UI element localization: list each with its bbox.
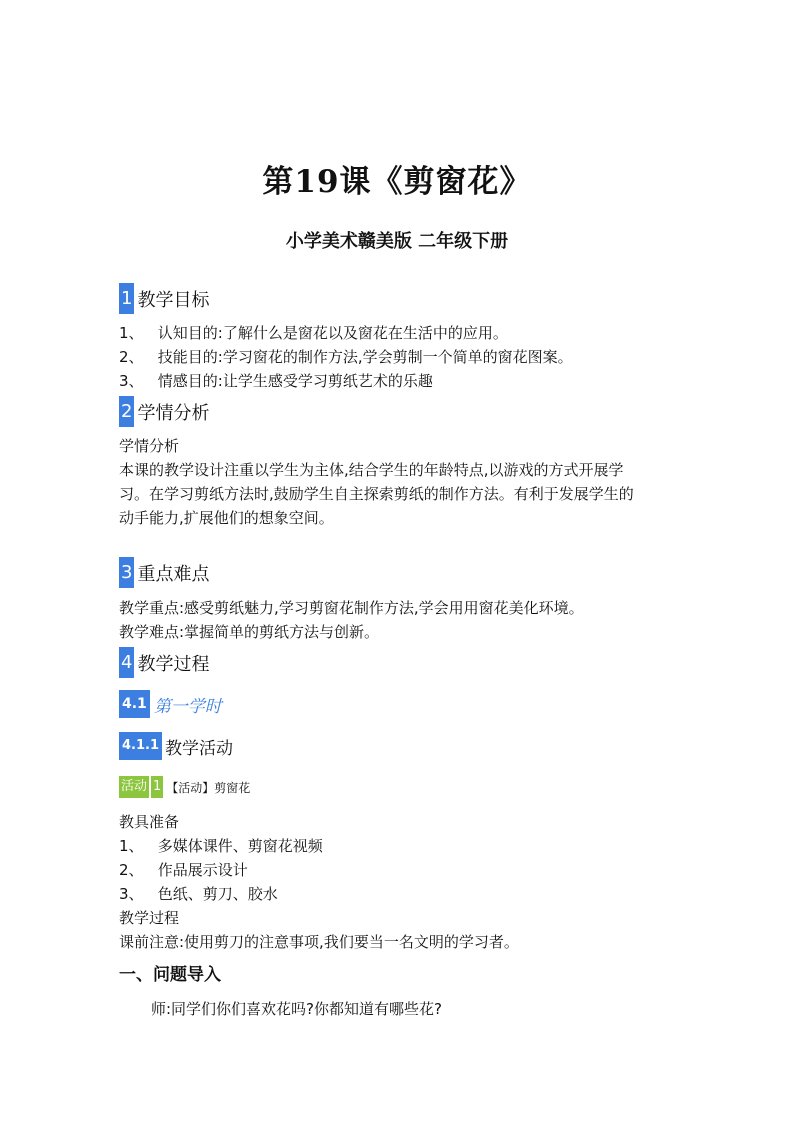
activity-title: 【活动】剪窗花 [166, 780, 251, 795]
list-text: 情感目的:让学生感受学习剪纸艺术的乐趣 [157, 372, 433, 390]
list-number: 2、 [119, 861, 144, 879]
section-title: 重点难点 [137, 563, 210, 585]
section-heading-analysis [119, 396, 209, 427]
section-title: 教学过程 [137, 653, 210, 675]
list-number: 3、 [119, 372, 144, 390]
list-number: 1、 [119, 324, 144, 342]
list-text: 色纸、剪刀、胶水 [157, 885, 278, 903]
section-heading-process [119, 647, 209, 678]
pre-class-note: 课前注意:使用剪刀的注意事项,我们要当一名文明的学习者。 [119, 933, 519, 951]
activity-number-badge: 1 [151, 776, 163, 798]
section-title: 学情分析 [137, 402, 210, 424]
section-heading-key-points [119, 557, 209, 588]
subsection-number-badge: 4.1 [119, 690, 150, 718]
list-item [119, 346, 573, 367]
list-number: 2、 [119, 348, 144, 366]
subsection-heading-period [119, 690, 222, 718]
paragraph-line: 本课的教学设计注重以学生为主体,结合学生的年龄特点,以游戏的方式开展学 [119, 461, 624, 479]
list-text: 技能目的:学习窗花的制作方法,学会剪制一个简单的窗花图案。 [157, 348, 573, 366]
section-title: 教学目标 [137, 289, 210, 311]
subsection-title: 第一学时 [153, 696, 222, 717]
list-item [119, 322, 508, 343]
activity-heading [119, 776, 250, 798]
list-item [119, 370, 433, 391]
analysis-label: 学情分析 [119, 437, 180, 455]
list-item [119, 859, 248, 880]
subsection-title: 教学活动 [165, 738, 234, 759]
paragraph-line: 动手能力,扩展他们的想象空间。 [119, 509, 334, 527]
list-text: 作品展示设计 [157, 861, 248, 879]
list-text: 多媒体课件、剪窗花视频 [157, 837, 323, 855]
process-label: 教学过程 [119, 909, 180, 927]
section-heading-objectives [119, 283, 209, 314]
activity-badge: 活动 [119, 776, 149, 798]
section-number-badge: 4 [119, 647, 134, 678]
list-text: 认知目的:了解什么是窗花以及窗花在生活中的应用。 [157, 324, 508, 342]
paragraph-line: 习。在学习剪纸方法时,鼓励学生自主探索剪纸的制作方法。有利于发展学生的 [119, 485, 634, 503]
document-subtitle: 小学美术赣美版 二年级下册 [285, 231, 509, 252]
list-item [119, 835, 323, 856]
difficulty-line: 教学难点:掌握简单的剪纸方法与创新。 [119, 623, 380, 641]
list-number: 1、 [119, 837, 144, 855]
document-title: 第19课《剪窗花》 [262, 164, 532, 200]
subsection-heading-activities [119, 732, 233, 760]
part-title: 一、问题导入 [119, 965, 221, 985]
section-number-badge: 1 [119, 283, 134, 314]
list-item [119, 883, 278, 904]
subsection-number-badge: 4.1.1 [119, 732, 162, 760]
section-number-badge: 2 [119, 396, 134, 427]
list-number: 3、 [119, 885, 144, 903]
section-number-badge: 3 [119, 557, 134, 588]
key-point-line: 教学重点:感受剪纸魅力,学习剪窗花制作方法,学会用用窗花美化环境。 [119, 599, 584, 617]
prep-label: 教具准备 [119, 813, 180, 831]
teacher-dialogue: 师:同学们你们喜欢花吗?你都知道有哪些花? [151, 1000, 442, 1018]
